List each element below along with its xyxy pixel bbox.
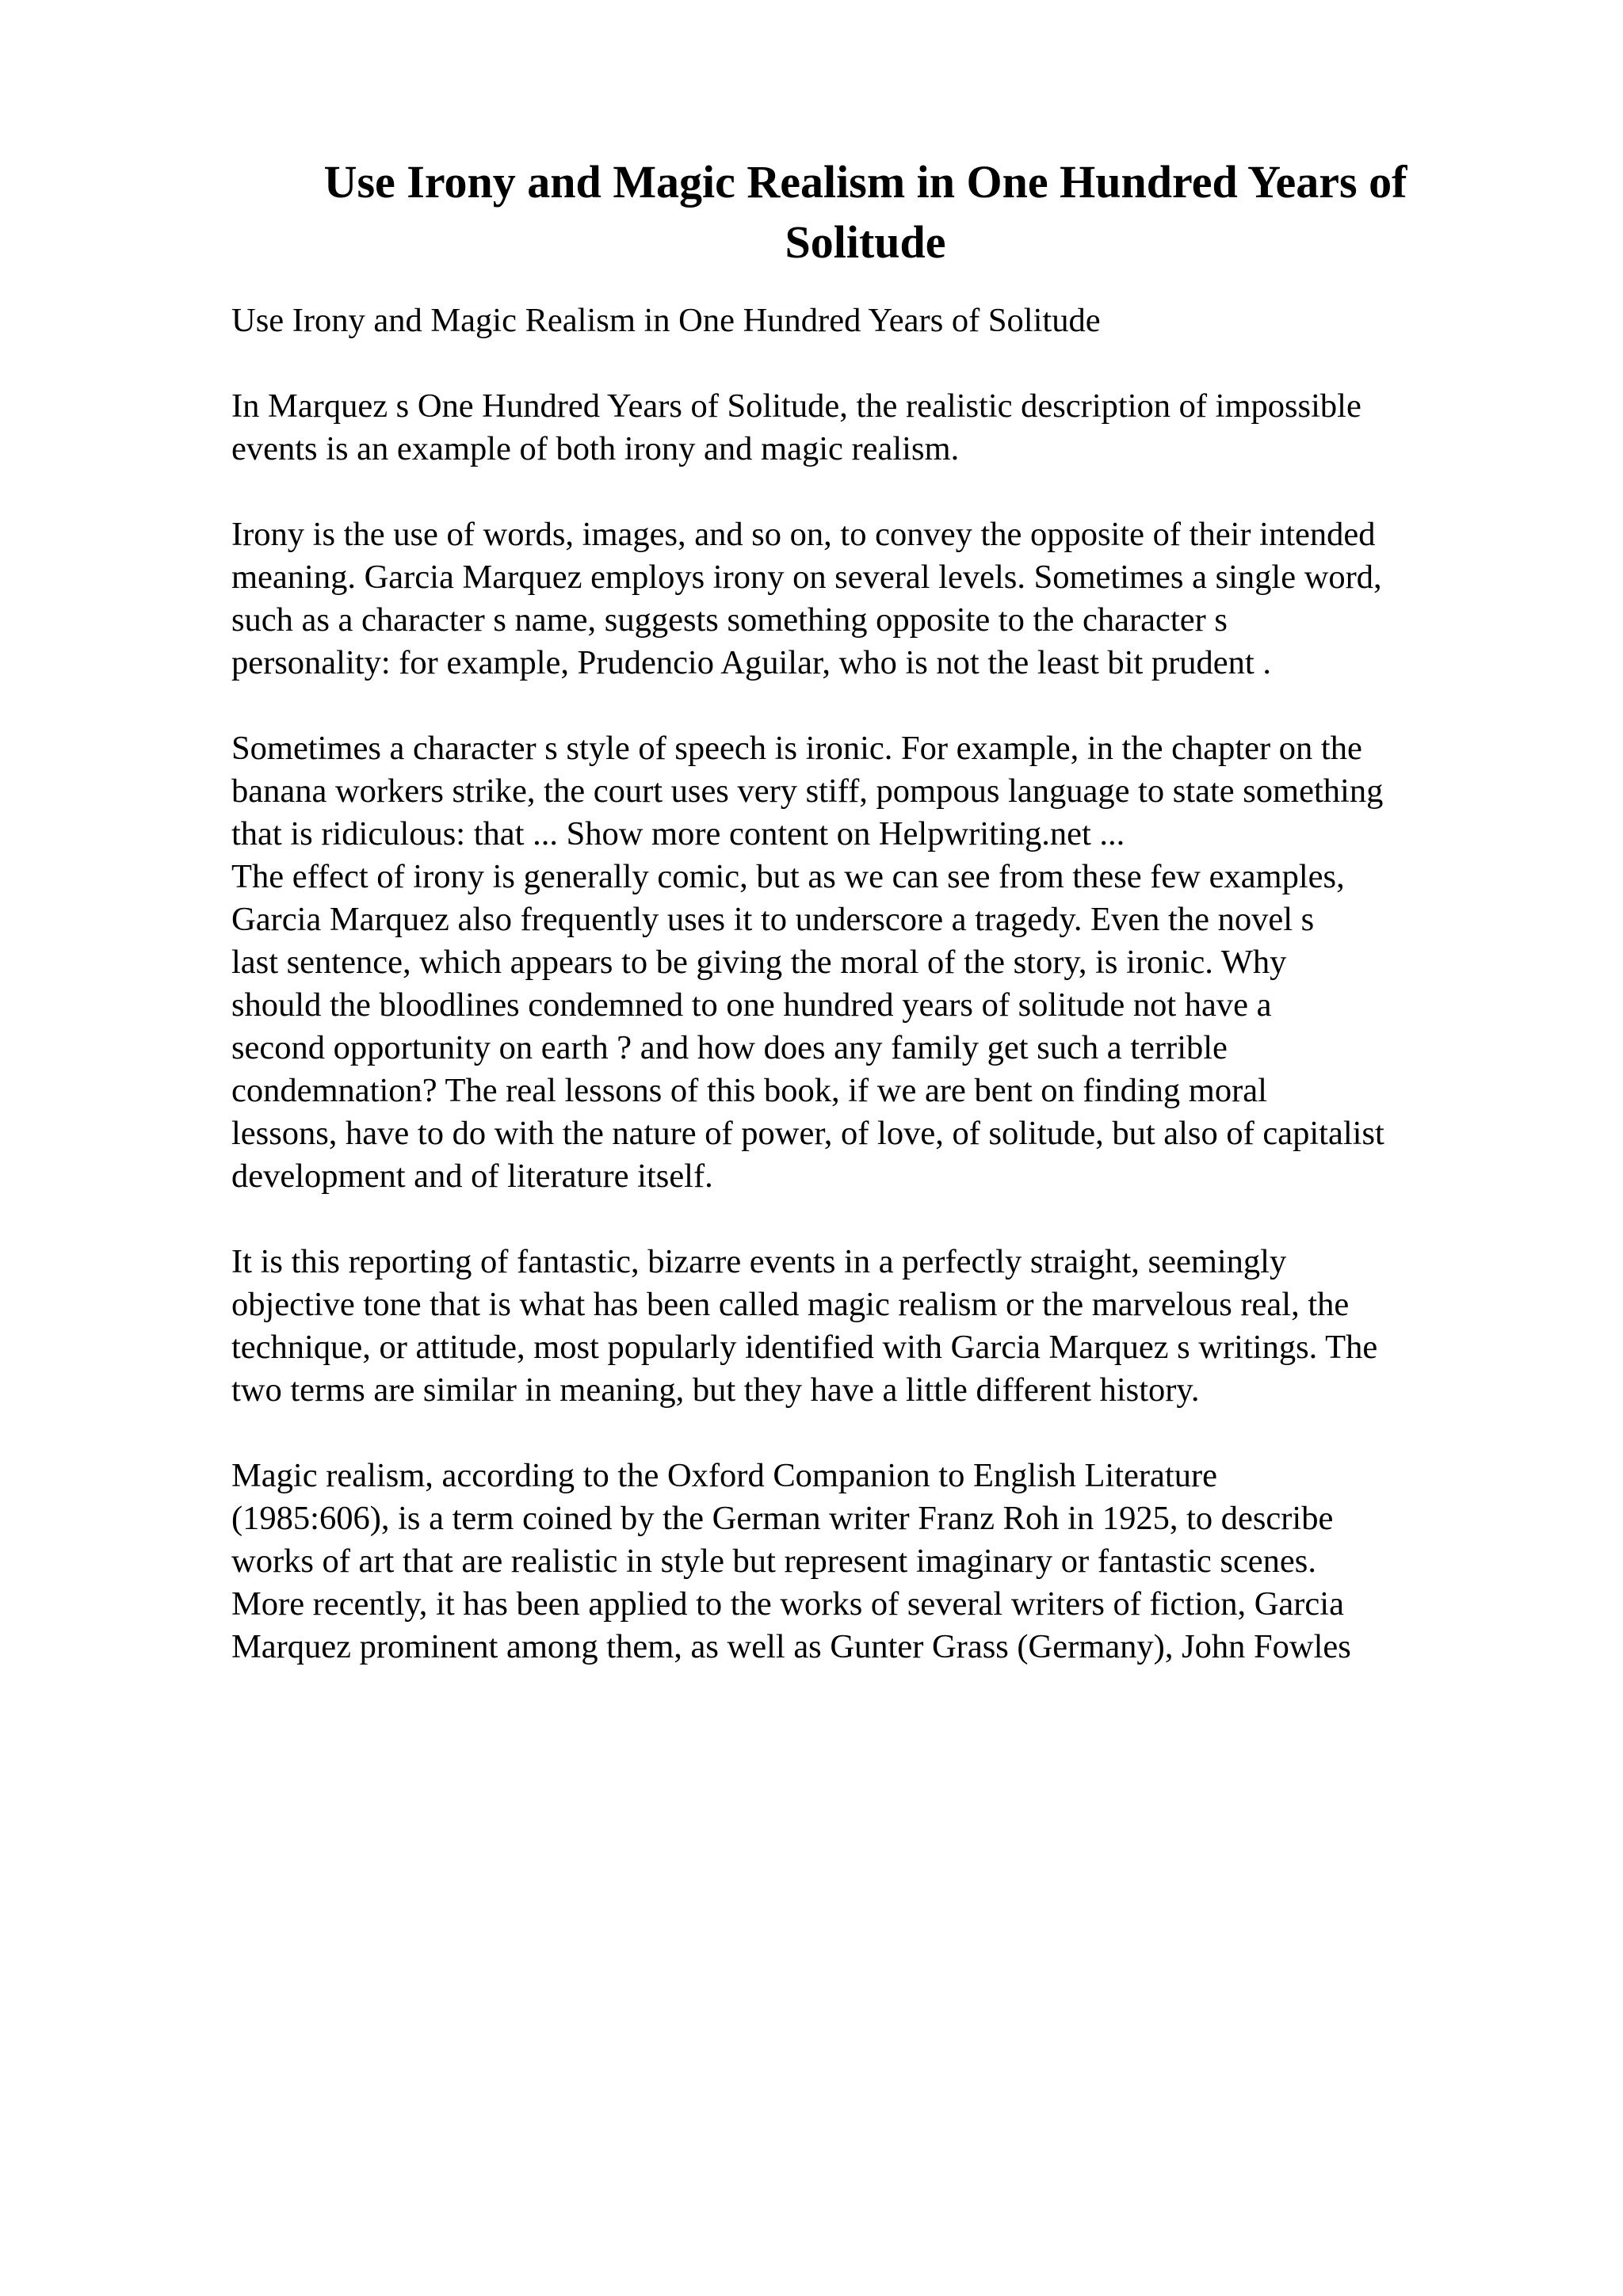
text-line: works of art that are realistic in style but represent imaginary or fantastic scenes. bbox=[231, 1543, 1316, 1580]
text-line: banana workers strike, the court uses very stiff, pompous language to state something bbox=[231, 772, 1384, 810]
text-line: (1985:606), is a term coined by the German writer Franz Roh in 1925, to describe bbox=[231, 1500, 1334, 1537]
irony-definition-paragraph bbox=[231, 513, 1531, 685]
text-line: two terms are similar in meaning, but they have a little different history. bbox=[231, 1371, 1200, 1409]
text-line: Irony is the use of words, images, and so on, to convey the opposite of their intended bbox=[231, 516, 1376, 553]
intro-paragraph bbox=[231, 385, 1531, 471]
text-line: It is this reporting of fantastic, bizarre events in a perfectly straight, seemingly bbox=[231, 1243, 1287, 1280]
magic-realism-intro-paragraph bbox=[231, 1241, 1531, 1412]
text-line: Marquez prominent among them, as well as Gunter Grass (Germany), John Fowles bbox=[231, 1628, 1351, 1665]
text-line: objective tone that is what has been called magic realism or the marvelous real, the bbox=[231, 1286, 1350, 1323]
text-line: second opportunity on earth ? and how does any family get such a terrible bbox=[231, 1029, 1228, 1066]
text-line: events is an example of both irony and magic realism. bbox=[231, 430, 960, 467]
text-line: In Marquez s One Hundred Years of Solitude, the realistic description of impossible bbox=[231, 387, 1361, 425]
text-line: last sentence, which appears to be giving the moral of the story, is ironic. Why bbox=[231, 944, 1287, 981]
document-title bbox=[231, 152, 1499, 273]
document-body bbox=[231, 299, 1531, 1711]
text-line: that is ridiculous: that ... Show more content on Helpwriting.net ... bbox=[231, 815, 1125, 852]
irony-effect-paragraph bbox=[231, 856, 1531, 1198]
text-line: Sometimes a character s style of speech is ironic. For example, in the chapter on the bbox=[231, 730, 1362, 767]
text-line: technique, or attitude, most popularly identified with Garcia Marquez s writings. The bbox=[231, 1329, 1378, 1366]
text-line: lessons, have to do with the nature of power, of love, of solitude, but also of capitalist bbox=[231, 1115, 1384, 1152]
text-line: such as a character s name, suggests something opposite to the character s bbox=[231, 601, 1228, 639]
speech-irony-paragraph bbox=[231, 727, 1531, 856]
text-line: personality: for example, Prudencio Aguilar, who is not the least bit prudent . bbox=[231, 644, 1271, 681]
text-line: development and of literature itself. bbox=[231, 1158, 713, 1195]
text-line: meaning. Garcia Marquez employs irony on several levels. Sometimes a single word, bbox=[231, 559, 1382, 596]
text-line: More recently, it has been applied to the works of several writers of fiction, Garcia bbox=[231, 1585, 1344, 1623]
title-line: Use Irony and Magic Realism in One Hundred Years of bbox=[323, 156, 1407, 208]
text-line: Garcia Marquez also frequently uses it to underscore a tragedy. Even the novel s bbox=[231, 901, 1315, 938]
magic-realism-history-paragraph bbox=[231, 1455, 1531, 1669]
text-line: condemnation? The real lessons of this book, if we are bent on finding moral bbox=[231, 1072, 1267, 1109]
text-line: should the bloodlines condemned to one hundred years of solitude not have a bbox=[231, 986, 1272, 1024]
text-line: Magic realism, according to the Oxford Companion to English Literature bbox=[231, 1457, 1217, 1494]
text-line: Use Irony and Magic Realism in One Hundred Years of Solitude bbox=[231, 302, 1101, 339]
title-line: Solitude bbox=[785, 216, 946, 268]
text-line: The effect of irony is generally comic, but as we can see from these few examples, bbox=[231, 858, 1345, 895]
subtitle-paragraph bbox=[231, 299, 1531, 342]
